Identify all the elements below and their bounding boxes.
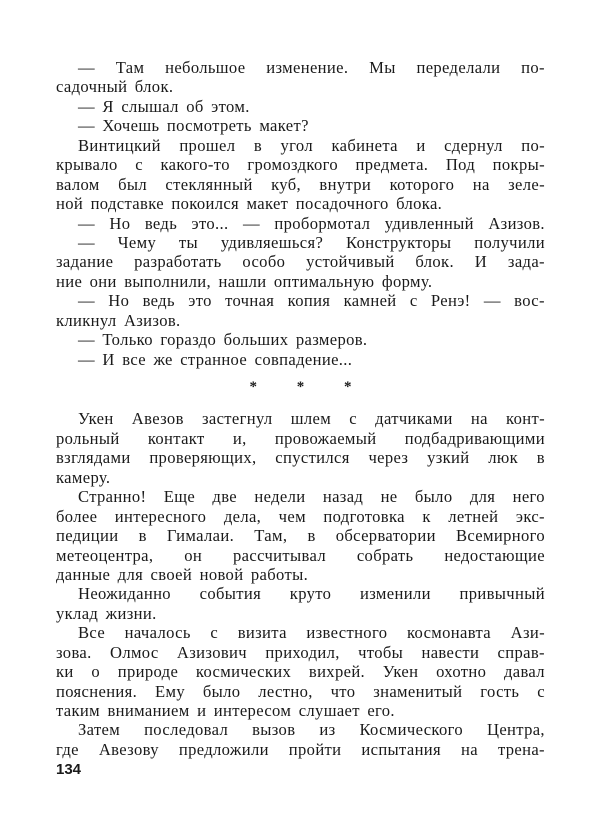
text-line: уклад жизни. bbox=[56, 603, 157, 623]
text-line: Затем последовал вызов из Космического Центра, bbox=[78, 720, 545, 740]
text-line: метеоцентра, он рассчитывал собрать недостающие bbox=[56, 545, 545, 565]
text-line: Укен Авезов застегнул шлем с датчиками на конт- bbox=[78, 409, 545, 429]
text-block-dialogue bbox=[56, 58, 545, 369]
text-line: задание разработать особо устойчивый блок. И зада- bbox=[56, 252, 545, 272]
text-line: — Я слышал об этом. bbox=[78, 96, 250, 116]
text-line: Винтицкий прошел в угол кабинета и сдернул по- bbox=[78, 135, 545, 155]
text-line: садочный блок. bbox=[56, 77, 174, 97]
text-line: — Чему ты удивляешься? Конструкторы получили bbox=[78, 232, 545, 252]
text-line: — Только гораздо больших размеров. bbox=[78, 330, 368, 350]
text-line: ки о природе космических вихрей. Укен охотно давал bbox=[56, 662, 545, 682]
text-line: кликнул Азизов. bbox=[56, 310, 181, 330]
text-line: более интересного дела, чем подготовка к летней экс- bbox=[56, 506, 545, 526]
text-line: — И все же странное совпадение... bbox=[78, 349, 353, 369]
section-separator: * * * bbox=[249, 379, 370, 395]
page-number: 134 bbox=[56, 761, 82, 778]
text-line: Все началось с визита известного космонавта Ази- bbox=[78, 623, 545, 643]
text-line: ние они выполнили, нашли оптимальную форму. bbox=[56, 271, 433, 291]
text-line: зова. Олмос Азизович приходил, чтобы навести справ- bbox=[56, 642, 545, 662]
text-line: взглядами проверяющих, спустился через узкий люк в bbox=[56, 448, 545, 468]
text-line: — Но ведь это точная копия камней с Ренэ! — вос- bbox=[78, 291, 545, 311]
page-body bbox=[56, 58, 545, 759]
text-line: педиции в Гималаи. Там, в обсерватории Всемирного bbox=[56, 526, 545, 546]
text-line: данные для своей новой работы. bbox=[56, 564, 309, 584]
text-line: таким вниманием и интересом слушает его. bbox=[56, 701, 395, 720]
text-line: крывало с какого-то громоздкого предмета. Под покры- bbox=[56, 155, 545, 175]
text-line: — Но ведь это... — пробормотал удивленный Азизов. bbox=[78, 213, 545, 233]
text-line: где Авезову предложили пройти испытания на трена- bbox=[56, 739, 545, 759]
text-line: валом был стеклянный куб, внутри которого на зеле- bbox=[56, 174, 545, 194]
text-line: пояснения. Ему было лестно, что знаменитый гость с bbox=[56, 681, 545, 701]
text-line: рольный контакт и, провожаемый подбадривающими bbox=[56, 428, 545, 448]
text-line: камеру. bbox=[56, 467, 111, 487]
text-line: Неожиданно события круто изменили привычный bbox=[78, 584, 545, 604]
text-line: Странно! Еще две недели назад не было для него bbox=[78, 487, 545, 507]
text-line: — Там небольшое изменение. Мы переделали по- bbox=[78, 58, 545, 77]
text-line: ной подставке покоился макет посадочного блока. bbox=[56, 194, 443, 214]
text-line: — Хочешь посмотреть макет? bbox=[78, 116, 309, 136]
text-block-narrative bbox=[56, 409, 545, 759]
